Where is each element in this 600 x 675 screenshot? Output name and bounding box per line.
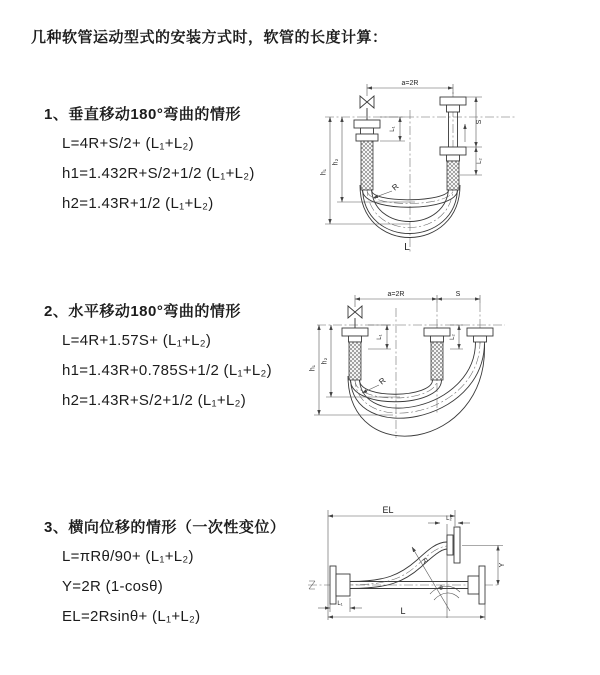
d1-left-pipe <box>354 96 380 190</box>
d3-dimensions <box>318 505 506 620</box>
formula-h1: h1=1.432R+S/2+1/2 (L₁+L₂) <box>62 165 255 182</box>
dim-label-l2: L₂ <box>450 334 456 340</box>
valve-icon <box>348 306 355 318</box>
dim-label-radius: R <box>377 375 388 387</box>
dim-label-y: Y <box>499 562 506 568</box>
d3-right-flange <box>468 566 485 604</box>
diagram-vertical-180-bend <box>310 72 560 272</box>
formula-length: L=4R+1.57S+ (L₁+L₂) <box>62 332 212 349</box>
dim-label-l1: L₁ <box>390 126 396 132</box>
dim-label-span: a=2R <box>401 80 419 87</box>
formula-length: L=πRθ/90+ (L₁+L₂) <box>62 548 194 565</box>
dim-label-radius: R <box>420 557 429 566</box>
valve-icon <box>367 96 374 108</box>
d2-left-pipe <box>342 306 368 380</box>
dim-label-theta: θ <box>439 585 443 592</box>
section-3-heading: 3、横向位移的情形（一次性变位） <box>44 519 286 536</box>
d3-left-flange <box>330 566 350 604</box>
formula-length: L=4R+S/2+ (L₁+L₂) <box>62 135 194 152</box>
dim-label-s: S <box>455 291 461 298</box>
d3-upper-flange <box>447 527 460 563</box>
section-horizontal-movement <box>44 300 272 422</box>
d2-hose-bend <box>348 342 485 436</box>
formula-y: Y=2R (1-cosθ) <box>62 578 164 595</box>
dim-label-length: L <box>404 242 410 253</box>
dim-label-l1: L₁ <box>337 601 343 607</box>
dim-label-h1: h₁ <box>320 168 328 176</box>
diagram-lateral-displacement <box>300 498 530 663</box>
section-lateral-displacement <box>44 516 285 638</box>
dim-label-l2: L₂ <box>446 516 452 522</box>
formula-h2: h2=1.43R+1/2 (L₁+L₂) <box>62 195 214 212</box>
diagram-horizontal-180-bend <box>305 283 570 473</box>
page-title: 几种软管运动型式的安装方式时，软管的长度计算： <box>31 29 388 46</box>
dim-label-l2: L₂ <box>477 158 483 164</box>
formula-h2: h2=1.43R+S/2+1/2 (L₁+L₂) <box>62 392 247 409</box>
dim-label-radius: R <box>390 181 401 193</box>
d1-centerlines <box>325 92 515 254</box>
dim-label-h2: h₂ <box>321 357 329 365</box>
dim-label-h1: h₁ <box>309 364 317 372</box>
valve-icon <box>355 306 362 318</box>
section-2-heading: 2、水平移动180°弯曲的情形 <box>44 303 241 320</box>
dim-label-span: a=2R <box>387 291 405 298</box>
dim-label-s: S <box>476 119 483 125</box>
dim-label-h2: h₂ <box>332 158 340 166</box>
section-1-heading: 1、垂直移动180°弯曲的情形 <box>44 106 241 123</box>
dim-label-l1: L₁ <box>377 334 383 340</box>
valve-icon <box>360 96 367 108</box>
dim-label-el: EL <box>382 505 394 515</box>
dim-label-length: L <box>400 606 406 616</box>
section-vertical-movement <box>44 103 255 225</box>
d2-right-pipe <box>467 328 493 342</box>
formula-el: EL=2Rsinθ+ (L₁+L₂) <box>62 608 201 625</box>
d2-dimensions <box>310 291 481 415</box>
formula-h1: h1=1.43R+0.785S+1/2 (L₁+L₂) <box>62 362 272 379</box>
d2-middle-pipe <box>424 328 450 380</box>
